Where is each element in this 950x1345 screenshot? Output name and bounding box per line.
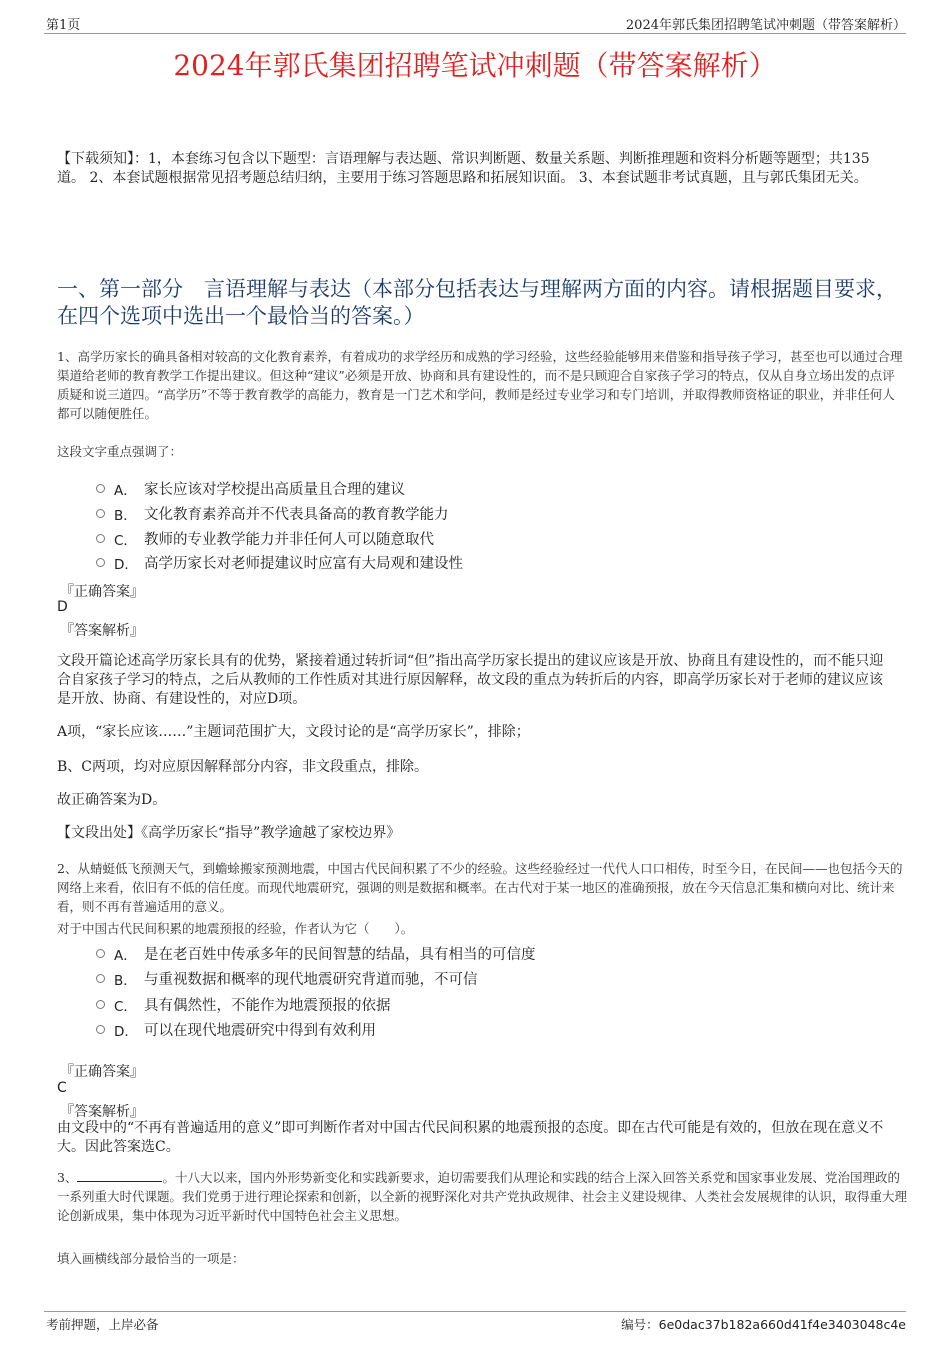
question-1-analysis-label: 『答案解析』 (60, 623, 144, 639)
question-2-stem: 对于中国古代民间积累的地震预报的经验，作者认为它（ ）。 (57, 921, 414, 936)
header-divider (44, 33, 906, 34)
question-1-option-c[interactable]: C． 教师的专业教学能力并非任何人可以随意取代 (96, 528, 434, 549)
footer-serial: 编号：6e0dac37b182a660d41f4e3403048c4e (621, 1317, 906, 1332)
radio-icon[interactable] (96, 484, 105, 493)
download-notice: 【下载须知】：1，本套练习包含以下题型：言语理解与表达题、常识判断题、数量关系题、判断推理题和资料分析题等题型；共135道。 2、本套试题根据常见招考题总结归纳，主要用于练习答题思路和拓展知识面。 3、本套试题非考试真题，且与郭氏集团无关。 (57, 151, 870, 186)
radio-icon[interactable] (96, 974, 105, 983)
question-1-analysis-main: 文段开篇论述高学历家长具有的优势，紧接着通过转折词“但”指出高学历家长提出的建议应该是开放、协商且有建设性的，而不能只迎合自家孩子学习的特点，之后从教师的工作性质对其进行原因解释，故文段的重点为转折后的内容，即高学历家长对于老师的建议应该是开放、协商、有建设性的，对应D项。 (57, 653, 884, 707)
question-1-text: 1、高学历家长的确具备相对较高的文化教育素养，有着成功的求学经历和成熟的学习经验，这些经验能够用来借鉴和指导孩子学习，甚至也可以通过合理渠道给老师的教育教学工作提出建议。但这种“建议”必须是开放、协商和具有建设性的，而不是只顾迎合自家孩子学习的特点，仅从自身立场出发的点评质疑和说三道四。“高学历”不等于教育教学的高能力，教育是一门艺术和学问，教师是经过专业学习和专门培训，并取得教师资格证的职业，并非任何人都可以随便胜任。 (57, 349, 903, 421)
question-2-answer-label: 『正确答案』 (60, 1064, 144, 1080)
question-2-analysis-label: 『答案解析』 (60, 1104, 144, 1120)
radio-icon[interactable] (96, 558, 105, 567)
question-1-option-a[interactable]: A． 家长应该对学校提出高质量且合理的建议 (96, 478, 405, 499)
radio-icon[interactable] (96, 534, 105, 543)
question-3-stem: 填入画横线部分最恰当的一项是： (57, 1251, 245, 1266)
question-1-answer: D (57, 599, 68, 615)
header-doc-title: 2024年郭氏集团招聘笔试冲刺题（带答案解析） (625, 18, 906, 33)
question-2-answer: C (57, 1080, 67, 1096)
question-2-analysis: 由文段中的“不再有普遍适用的意义”即可判断作者对中国古代民间积累的地震预报的态度。即在古代可能是有效的，但放在现在意义不大。因此答案选C。 (57, 1120, 884, 1155)
question-2-text: 2、从蜻蜓低飞预测天气，到蟾蜍搬家预测地震，中国古代民间积累了不少的经验。这些经验经过一代代人口口相传，时至今日，在民间——也包括今天的网络上来看，依旧有不低的信任度。而现代地震研究，强调的则是数据和概率。在古代对于某一地区的准确预报，放在今天信息汇集和横向对比、统计来看，则不再有普遍适用的意义。 (57, 861, 903, 914)
radio-icon[interactable] (96, 949, 105, 958)
question-2-option-b[interactable]: B． 与重视数据和概率的现代地震研究背道而驰，不可信 (96, 968, 478, 989)
fill-blank (77, 1169, 162, 1182)
question-2-option-c[interactable]: C． 具有偶然性，不能作为地震预报的依据 (96, 994, 391, 1015)
question-1-option-b[interactable]: B． 文化教育素养高并不代表具备高的教育教学能力 (96, 503, 449, 524)
footer-divider (44, 1311, 906, 1312)
radio-icon[interactable] (96, 509, 105, 518)
header-page-number: 第1页 (46, 18, 81, 33)
question-1-analysis-conclusion: 故正确答案为D。 (57, 792, 167, 808)
question-1-analysis-a: A项，“家长应该……”主题词范围扩大，文段讨论的是“高学历家长”，排除； (57, 724, 530, 740)
section-heading: 一、第一部分 言语理解与表达（本部分包括表达与理解两方面的内容。请根据题目要求，在四个选项中选出一个最恰当的答案。） (57, 277, 897, 328)
page-title: 2024年郭氏集团招聘笔试冲刺题（带答案解析） (173, 49, 777, 82)
question-1-answer-label: 『正确答案』 (60, 584, 144, 600)
question-1-source: 【文段出处】《高学历家长“指导”教学逾越了家校边界》 (57, 825, 401, 841)
question-1-stem: 这段文字重点强调了： (57, 444, 183, 459)
footer-slogan: 考前押题，上岸必备 (46, 1317, 159, 1332)
radio-icon[interactable] (96, 1025, 105, 1034)
question-2-option-a[interactable]: A． 是在老百姓中传承多年的民间智慧的结晶，具有相当的可信度 (96, 943, 536, 964)
question-2-option-d[interactable]: D． 可以在现代地震研究中得到有效利用 (96, 1019, 376, 1040)
radio-icon[interactable] (96, 1000, 105, 1009)
question-3-text: 3、 。十八大以来，国内外形势新变化和实践新要求，迫切需要我们从理论和实践的结合上深入回答关系党和国家事业发展、党治国理政的一系列重大时代课题。我们党勇于进行理论探索和创新，以全新的视野深化对共产党执政规律、社会主义建设规律、人类社会发展规律的认识，取得重大理论创新成果，集中体现为习近平新时代中国特色社会主义思想。 (57, 1170, 908, 1223)
question-1-analysis-bc: B、C两项，均对应原因解释部分内容，非文段重点，排除。 (57, 759, 428, 775)
question-1-option-d[interactable]: D． 高学历家长对老师提建议时应富有大局观和建设性 (96, 552, 463, 573)
